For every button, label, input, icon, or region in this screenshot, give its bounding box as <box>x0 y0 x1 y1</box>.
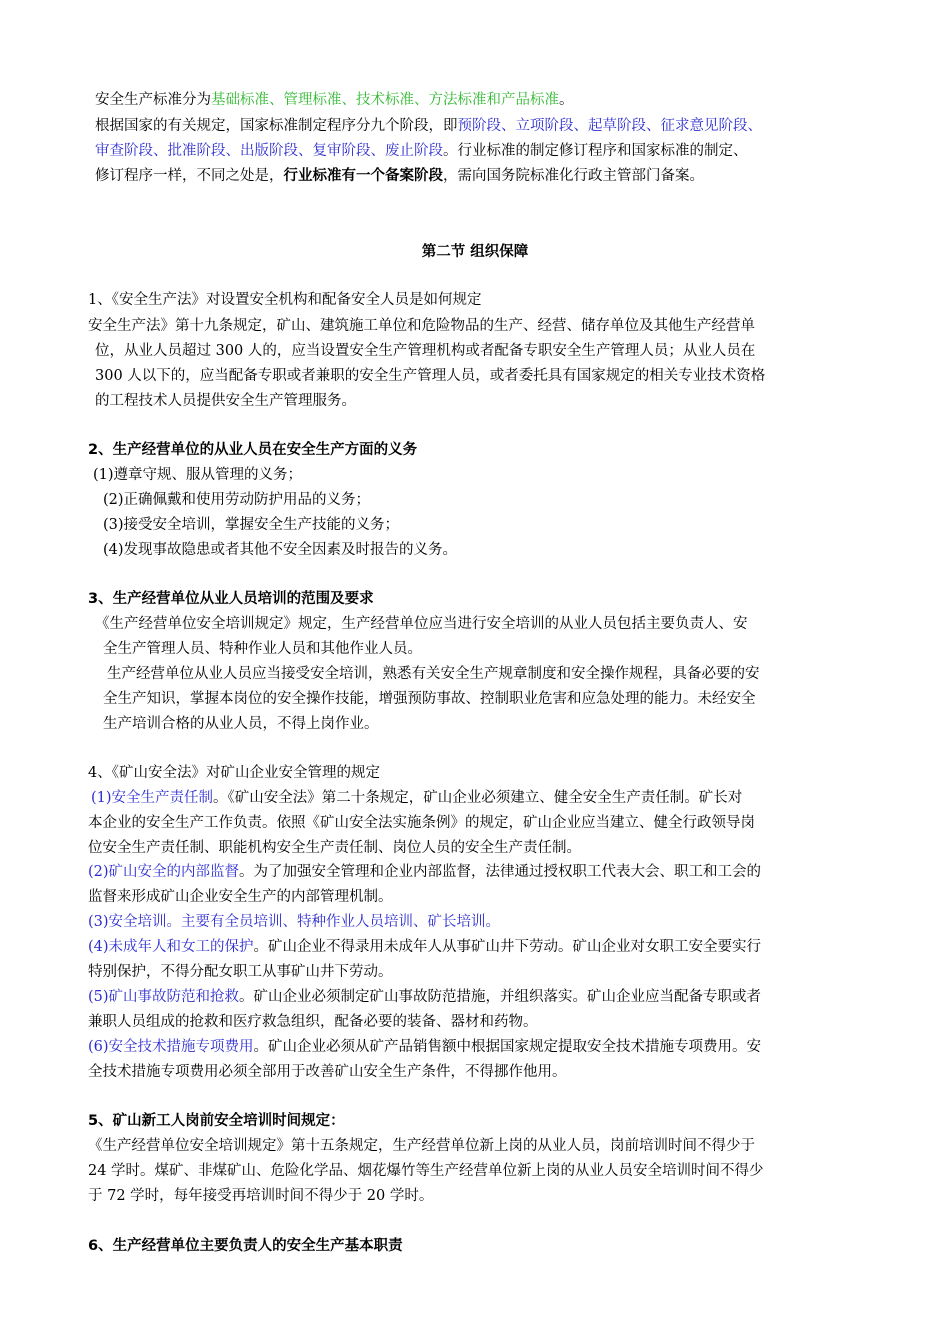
q4-heading: 4、《矿山安全法》对矿山企业安全管理的规定 <box>88 765 380 781</box>
procedure-line-2 <box>95 141 748 161</box>
q4-item-6 <box>88 1037 761 1057</box>
q2-item: (4)发现事故隐患或者其他不安全因素及时报告的义务。 <box>103 542 458 558</box>
standards-paragraph <box>95 90 574 110</box>
q4-item-label: (4)未成年人和女工的保护 <box>88 939 254 955</box>
procedure-text-3b: ，需向国务院标准化行政主管部门备案。 <box>443 168 704 184</box>
q2-item: (2)正确佩戴和使用劳动防护用品的义务； <box>103 492 371 508</box>
procedure-text-3a: 修订程序一样，不同之处是， <box>95 168 284 184</box>
q4-item-label: (6)安全技术措施专项费用 <box>88 1039 254 1055</box>
q3-line: 《生产经营单位安全培训规定》规定，生产经营单位应当进行安全培训的从业人员包括主要负责人、安 <box>95 616 748 632</box>
q4-line: 位安全生产责任制、职能机构安全生产责任制、岗位人员的安全生产责任制。 <box>88 840 581 856</box>
q2-item: (1)遵章守规、服从管理的义务； <box>93 467 303 483</box>
standards-suffix: 。 <box>559 92 574 108</box>
q3-heading: 3、生产经营单位从业人员培训的范围及要求 <box>88 591 374 607</box>
q4-item-5 <box>88 987 761 1007</box>
q4-item-label: (5)矿山事故防范和抢救 <box>88 989 240 1005</box>
procedure-line-3 <box>95 166 704 186</box>
q4-item-text: 。为了加强安全管理和企业内部监督，法律通过授权职工代表大会、职工和工会的 <box>239 864 762 880</box>
q2-heading: 2、生产经营单位的从业人员在安全生产方面的义务 <box>88 442 418 458</box>
stages-list-1: 预阶段、立项阶段、起草阶段、征求意见阶段、 <box>457 118 762 134</box>
q4-line: 监督来形成矿山企业安全生产的内部管理机制。 <box>88 889 393 905</box>
q4-line: 本企业的安全生产工作负责。依照《矿山安全法实施条例》的规定，矿山企业应当建立、健全行政领导岗 <box>88 815 755 831</box>
q3-line: 生产培训合格的从业人员，不得上岗作业。 <box>103 716 379 732</box>
q3-line: 生产经营单位从业人员应当接受安全培训，熟悉有关安全生产规章制度和安全操作规程，具备必要的安 <box>107 666 760 682</box>
q4-line: 全技术措施专项费用必须全部用于改善矿山安全生产条件，不得挪作他用。 <box>88 1064 567 1080</box>
q5-line: 《生产经营单位安全培训规定》第十五条规定，生产经营单位新上岗的从业人员，岗前培训时间不得少于 <box>88 1138 755 1154</box>
q4-item-label: (2)矿山安全的内部监督 <box>88 864 240 880</box>
q6-heading: 6、生产经营单位主要负责人的安全生产基本职责 <box>88 1238 403 1254</box>
q2-item: (3)接受安全培训，掌握安全生产技能的义务； <box>103 517 400 533</box>
q4-item-label: (1)安全生产责任制 <box>91 790 214 806</box>
q4-item-text: 。矿山企业必须制定矿山事故防范措施，并组织落实。矿山企业应当配备专职或者 <box>239 989 762 1005</box>
q4-item-4 <box>88 937 761 957</box>
q1-line: 的工程技术人员提供安全生产管理服务。 <box>95 393 356 409</box>
q5-line: 于 72 学时，每年接受再培训时间不得少于 20 学时。 <box>88 1188 434 1204</box>
q4-item-2 <box>88 862 761 882</box>
q1-line: 300 人以下的，应当配备专职或者兼职的安全生产管理人员，或者委托具有国家规定的相关专业技术资格 <box>95 368 766 384</box>
q1-heading: 1、《安全生产法》对设置安全机构和配备安全人员是如何规定 <box>88 292 482 308</box>
standards-prefix: 安全生产标准分为 <box>95 92 211 108</box>
procedure-text-2: 。行业标准的制定修订程序和国家标准的制定、 <box>443 143 748 159</box>
q1-line: 安全生产法》第十九条规定，矿山、建筑施工单位和危险物品的生产、经营、储存单位及其他生产经营单 <box>88 318 755 334</box>
filing-stage-emphasis: 行业标准有一个备案阶段 <box>283 168 443 184</box>
procedure-text: 根据国家的有关规定，国家标准制定程序分九个阶段，即 <box>95 118 458 134</box>
q4-item-text: 。《矿山安全法》第二十条规定，矿山企业必须建立、健全安全生产责任制。矿长对 <box>213 790 743 806</box>
q4-item-3: (3)安全培训。主要有全员培训、特种作业人员培训、矿长培训。 <box>88 914 501 930</box>
q5-heading: 5、矿山新工人岗前安全培训时间规定： <box>88 1113 345 1129</box>
q4-line: 特别保护，不得分配女职工从事矿山井下劳动。 <box>88 964 393 980</box>
standards-list: 基础标准、管理标准、技术标准、方法标准和产品标准 <box>211 92 559 108</box>
stages-list-2: 审查阶段、批准阶段、出版阶段、复审阶段、废止阶段 <box>95 143 443 159</box>
q5-line: 24 学时。煤矿、非煤矿山、危险化学品、烟花爆竹等生产经营单位新上岗的从业人员安全培训时间不得少 <box>88 1163 764 1179</box>
q4-line: 兼职人员组成的抢救和医疗救急组织，配备必要的装备、器材和药物。 <box>88 1014 538 1030</box>
q4-item-1 <box>91 788 742 808</box>
q3-line: 全生产管理人员、特种作业人员和其他作业人员。 <box>103 641 422 657</box>
section-title: 第二节 组织保障 <box>421 244 529 260</box>
q1-line: 位，从业人员超过 300 人的，应当设置安全生产管理机构或者配备专职安全生产管理人员；从业人员在 <box>95 343 756 359</box>
q4-item-text: 。矿山企业必须从矿产品销售额中根据国家规定提取安全技术措施专项费用。安 <box>253 1039 762 1055</box>
procedure-line-1 <box>95 116 762 136</box>
q4-item-text: 。矿山企业不得录用未成年人从事矿山井下劳动。矿山企业对女职工安全要实行 <box>253 939 762 955</box>
q3-line: 全生产知识，掌握本岗位的安全操作技能，增强预防事故、控制职业危害和应急处理的能力。未经安全 <box>103 691 756 707</box>
